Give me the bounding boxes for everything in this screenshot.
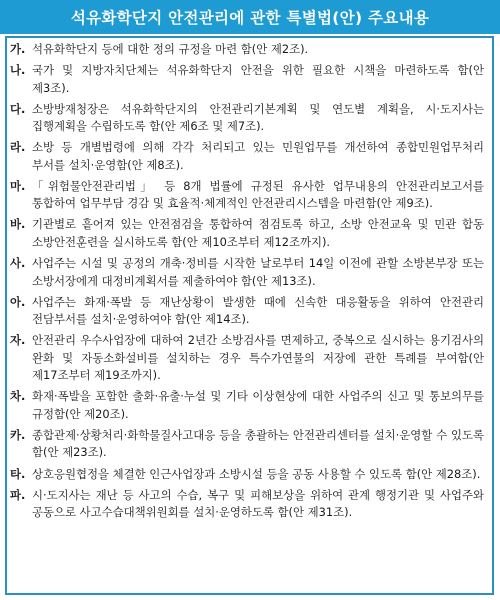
- item-marker: 가.: [10, 42, 26, 56]
- item-list: [10, 41, 484, 522]
- list-item: [10, 487, 484, 522]
- item-text: 종합관제·상황처리·화학물질사고대응 등을 총괄하는 안전관리센터를 설치·운영할 수 있도록 함(안 제23조).: [32, 427, 484, 460]
- item-text: 소방방재청장은 석유화학단지의 안전관리기본계획 및 연도별 계획을, 시·도지사는 집행계획을 수립하도록 함(안 제6조 및 제7조).: [32, 101, 484, 134]
- item-text: 사업주는 화재·폭발 등 재난상황이 발생한 때에 신속한 대응활동을 위하여 안전관리 전담부서를 설치·운영하여야 함(안 제14조).: [32, 294, 484, 327]
- item-marker: 카.: [10, 427, 26, 442]
- list-item: [10, 139, 484, 174]
- item-text: 사업주는 시설 및 공정의 개축·정비를 시작한 날로부터 14일 이전에 관할 소방본부장 또는 소방서장에게 대정비계획서를 제출하여야 함(안 제13조).: [32, 256, 484, 288]
- item-marker: 다.: [10, 101, 26, 116]
- item-text: 화재·폭발을 포함한 출화·유출·누설 및 기타 이상현상에 대한 사업주의 신고 및 통보의무를 규정함(안 제20조).: [32, 389, 484, 421]
- item-text: 국가 및 지방자치단체는 석유화학단지 안전을 위한 필요한 시책을 마련하도록 함(안 제3조).: [32, 63, 484, 95]
- item-text: 석유화학단지 등에 대한 정의 규정을 마련 함(안 제2조).: [32, 42, 309, 56]
- list-item: [10, 388, 484, 423]
- item-marker: 사.: [10, 256, 26, 271]
- list-item: [10, 216, 484, 251]
- list-item: [10, 466, 484, 484]
- item-marker: 바.: [10, 217, 26, 232]
- content-panel: [5, 36, 494, 595]
- list-item: [10, 255, 484, 290]
- list-item: [10, 62, 484, 97]
- item-text: 안전관리 우수사업장에 대하여 2년간 소방검사를 면제하고, 중복으로 실시하는 용기검사의 완화 및 자동소화설비를 설치하는 경우 특수가연물의 저장에 관한 특례를 부여함(안 제17조부터 제19조까지).: [32, 333, 484, 383]
- list-item: [10, 294, 484, 329]
- item-marker: 자.: [10, 333, 26, 348]
- page-title: 석유화학단지 안전관리에 관한 특별법(안) 주요내용: [70, 9, 430, 27]
- item-marker: 라.: [10, 140, 26, 155]
- item-text: 시·도지사는 재난 등 사고의 수습, 복구 및 피해보상을 위하여 관계 행정기관 및 사업주와 공동으로 사고수습대책위원회를 설치·운영하도록 함(안 제31조).: [32, 487, 484, 520]
- item-marker: 타.: [10, 466, 26, 481]
- item-text: 상호응원협정을 체결한 인근사업장과 소방시설 등을 공동 사용할 수 있도록 함(안 제28조).: [32, 466, 481, 481]
- item-marker: 차.: [10, 389, 26, 404]
- title-bar: [0, 0, 500, 34]
- item-text: 「위험물안전관리법」 등 8개 법률에 규정된 유사한 업무내용의 안전관리보고서를 통합하여 업무부담 경감 및 효율적·체계적인 안전관리시스템을 마련함(안 제9조).: [32, 178, 484, 211]
- item-marker: 마.: [10, 178, 26, 193]
- item-marker: 아.: [10, 294, 26, 309]
- list-item: [10, 41, 484, 59]
- list-item: [10, 101, 484, 136]
- item-marker: 파.: [10, 487, 26, 502]
- list-item: [10, 178, 484, 213]
- list-item: [10, 427, 484, 462]
- list-item: [10, 332, 484, 385]
- item-text: 기관별로 흩어져 있는 안전점검을 통합하여 점검토록 하고, 소방 안전교육 및 민관 합동 소방안전훈련을 실시하도록 함(안 제10조부터 제12조까지).: [32, 217, 484, 249]
- item-marker: 나.: [10, 63, 26, 78]
- item-text: 소방 등 개별법령에 의해 각각 처리되고 있는 민원업무를 개선하여 종합민원업무처리 부서를 설치·운영함(안 제8조).: [32, 140, 484, 172]
